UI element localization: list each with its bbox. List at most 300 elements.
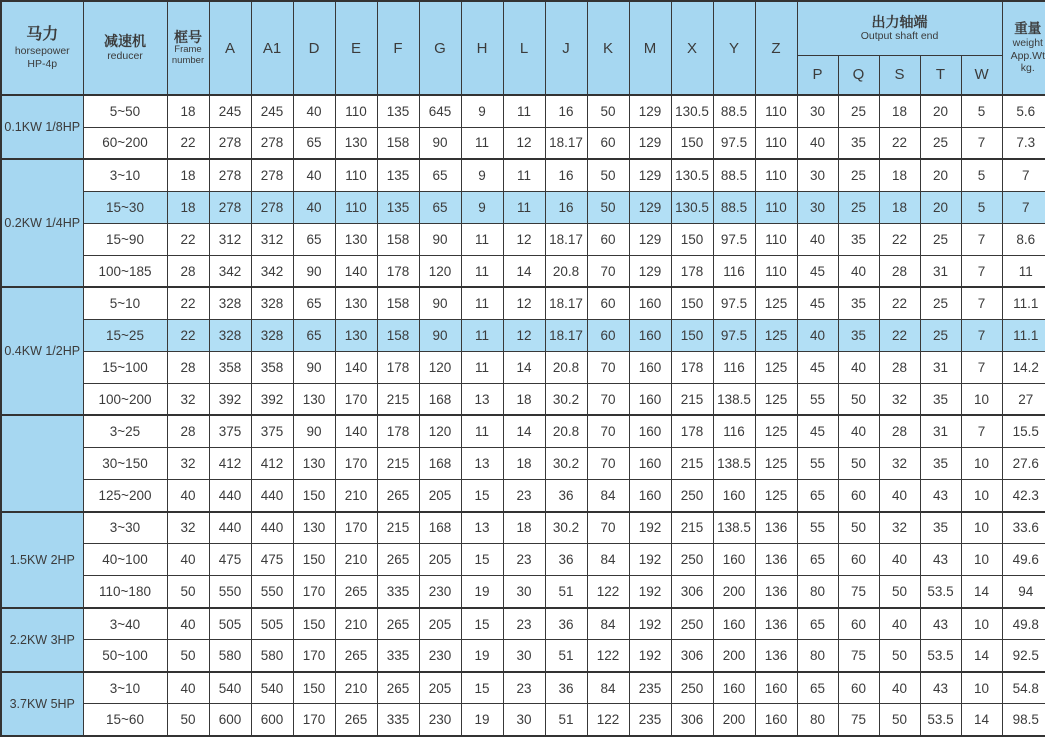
dim-column-header-m: M <box>629 1 671 95</box>
table-cell: 70 <box>587 255 629 287</box>
table-cell: 265 <box>377 672 419 704</box>
table-cell: 170 <box>293 576 335 608</box>
table-cell: 170 <box>335 383 377 415</box>
table-cell: 40 <box>167 544 209 576</box>
table-cell: 116 <box>713 255 755 287</box>
table-cell: 215 <box>671 383 713 415</box>
table-cell: 40 <box>838 415 879 447</box>
table-cell: 22 <box>879 319 920 351</box>
table-cell: 60 <box>838 544 879 576</box>
table-cell: 392 <box>251 383 293 415</box>
table-cell: 160 <box>629 319 671 351</box>
table-cell: 392 <box>209 383 251 415</box>
table-cell: 23 <box>503 672 545 704</box>
table-cell: 20 <box>920 159 961 191</box>
table-cell: 20.8 <box>545 255 587 287</box>
table-cell: 15 <box>461 480 503 512</box>
table-cell: 60 <box>587 319 629 351</box>
table-cell: 25 <box>838 159 879 191</box>
reducer-ratio-cell: 3~10 <box>83 672 167 704</box>
table-cell: 215 <box>377 383 419 415</box>
table-cell: 7 <box>1002 191 1045 223</box>
table-cell: 440 <box>209 512 251 544</box>
table-cell: 265 <box>335 576 377 608</box>
frame-header-en2: number <box>171 55 205 67</box>
table-cell: 40 <box>797 223 838 255</box>
table-cell: 18 <box>503 448 545 480</box>
power-header-en1: horsepower <box>14 45 70 58</box>
table-cell: 600 <box>251 704 293 736</box>
table-cell: 97.5 <box>713 127 755 159</box>
table-cell: 65 <box>293 287 335 319</box>
table-cell: 7 <box>961 255 1002 287</box>
table-cell: 170 <box>293 704 335 736</box>
table-cell: 135 <box>377 191 419 223</box>
table-cell: 129 <box>629 255 671 287</box>
table-cell: 150 <box>293 672 335 704</box>
table-cell: 116 <box>713 415 755 447</box>
table-cell: 50 <box>167 704 209 736</box>
table-cell: 97.5 <box>713 287 755 319</box>
table-cell: 13 <box>461 512 503 544</box>
table-cell: 122 <box>587 640 629 672</box>
dim-column-header-h: H <box>461 1 503 95</box>
table-cell: 60 <box>587 127 629 159</box>
table-cell: 30 <box>503 704 545 736</box>
table-cell: 32 <box>167 383 209 415</box>
table-cell: 580 <box>251 640 293 672</box>
table-cell: 245 <box>251 95 293 127</box>
table-cell: 65 <box>419 159 461 191</box>
table-cell: 11 <box>461 319 503 351</box>
table-cell: 49.6 <box>1002 544 1045 576</box>
shaft-group-header <box>797 1 1002 55</box>
table-row <box>1 223 1045 255</box>
table-cell: 30 <box>503 576 545 608</box>
shaft-column-header-w: W <box>961 55 1002 95</box>
table-row <box>1 159 1045 191</box>
table-cell: 53.5 <box>920 576 961 608</box>
table-cell: 28 <box>879 415 920 447</box>
table-row <box>1 351 1045 383</box>
table-cell: 178 <box>671 415 713 447</box>
table-cell: 35 <box>838 287 879 319</box>
table-cell: 192 <box>629 576 671 608</box>
header-row-main <box>1 1 1045 55</box>
table-body <box>1 95 1045 736</box>
table-cell: 19 <box>461 640 503 672</box>
table-cell: 13 <box>461 383 503 415</box>
table-cell: 125 <box>755 383 797 415</box>
table-cell: 84 <box>587 544 629 576</box>
table-cell: 265 <box>377 544 419 576</box>
frame-column-header <box>167 1 209 95</box>
table-cell: 80 <box>797 704 838 736</box>
table-cell: 43 <box>920 544 961 576</box>
table-cell: 178 <box>671 351 713 383</box>
table-cell: 11 <box>461 351 503 383</box>
table-cell: 205 <box>419 544 461 576</box>
table-cell: 160 <box>629 287 671 319</box>
table-cell: 5 <box>961 159 1002 191</box>
table-cell: 12 <box>503 223 545 255</box>
table-cell: 25 <box>838 191 879 223</box>
table-cell: 43 <box>920 672 961 704</box>
table-cell: 65 <box>797 480 838 512</box>
table-cell: 505 <box>209 608 251 640</box>
table-cell: 27.6 <box>1002 448 1045 480</box>
table-cell: 35 <box>838 319 879 351</box>
table-cell: 80 <box>797 640 838 672</box>
table-cell: 45 <box>797 415 838 447</box>
table-cell: 200 <box>713 704 755 736</box>
table-cell: 278 <box>251 127 293 159</box>
table-cell: 110 <box>755 159 797 191</box>
table-cell: 43 <box>920 480 961 512</box>
table-cell: 18 <box>879 191 920 223</box>
table-cell: 110 <box>335 95 377 127</box>
table-cell: 11 <box>1002 255 1045 287</box>
table-cell: 22 <box>167 287 209 319</box>
table-cell: 11.1 <box>1002 319 1045 351</box>
table-cell: 9 <box>461 95 503 127</box>
table-cell: 20 <box>920 95 961 127</box>
table-cell: 7 <box>1002 159 1045 191</box>
table-cell: 150 <box>671 287 713 319</box>
table-cell: 150 <box>293 608 335 640</box>
table-cell: 265 <box>335 704 377 736</box>
table-cell: 23 <box>503 608 545 640</box>
shaft-column-header-t: T <box>920 55 961 95</box>
table-cell: 65 <box>797 672 838 704</box>
power-header-zh: 马力 <box>26 26 59 44</box>
table-cell: 65 <box>797 544 838 576</box>
table-cell: 168 <box>419 448 461 480</box>
power-group-label: 0.1KW 1/8HP <box>1 95 83 159</box>
table-cell: 11 <box>503 191 545 223</box>
table-cell: 230 <box>419 640 461 672</box>
table-cell: 335 <box>377 576 419 608</box>
table-cell: 140 <box>335 255 377 287</box>
reducer-ratio-cell: 3~30 <box>83 512 167 544</box>
table-cell: 42.3 <box>1002 480 1045 512</box>
table-cell: 138.5 <box>713 512 755 544</box>
table-cell: 28 <box>879 255 920 287</box>
weight-column-header <box>1002 1 1045 95</box>
table-cell: 50 <box>838 448 879 480</box>
table-cell: 600 <box>209 704 251 736</box>
table-cell: 22 <box>879 223 920 255</box>
table-cell: 215 <box>671 512 713 544</box>
table-cell: 45 <box>797 351 838 383</box>
table-row <box>1 512 1045 544</box>
table-cell: 18.17 <box>545 287 587 319</box>
table-cell: 35 <box>920 448 961 480</box>
table-cell: 18 <box>879 159 920 191</box>
weight-header-en1: weight <box>1012 37 1043 50</box>
table-cell: 32 <box>167 448 209 480</box>
weight-header-en2: App.Wt <box>1010 49 1045 62</box>
table-cell: 70 <box>587 415 629 447</box>
table-cell: 40 <box>879 608 920 640</box>
reducer-ratio-cell: 15~90 <box>83 223 167 255</box>
table-cell: 130 <box>293 448 335 480</box>
reducer-ratio-cell: 125~200 <box>83 480 167 512</box>
table-cell: 150 <box>671 223 713 255</box>
table-cell: 200 <box>713 640 755 672</box>
table-cell: 136 <box>755 512 797 544</box>
dim-column-header-k: K <box>587 1 629 95</box>
table-cell: 40 <box>879 480 920 512</box>
table-row <box>1 704 1045 736</box>
table-cell: 11 <box>503 159 545 191</box>
table-cell: 160 <box>713 480 755 512</box>
table-cell: 160 <box>629 415 671 447</box>
table-cell: 14 <box>503 351 545 383</box>
table-cell: 11 <box>461 287 503 319</box>
shaft-column-header-s: S <box>879 55 920 95</box>
table-row <box>1 255 1045 287</box>
table-cell: 110 <box>755 255 797 287</box>
table-cell: 10 <box>961 383 1002 415</box>
table-cell: 70 <box>587 351 629 383</box>
table-cell: 192 <box>629 608 671 640</box>
dim-column-header-g: G <box>419 1 461 95</box>
table-cell: 31 <box>920 351 961 383</box>
table-cell: 35 <box>838 223 879 255</box>
table-cell: 15 <box>461 544 503 576</box>
table-row <box>1 287 1045 319</box>
reducer-ratio-cell: 15~60 <box>83 704 167 736</box>
table-cell: 50 <box>167 640 209 672</box>
table-cell: 170 <box>335 448 377 480</box>
table-cell: 328 <box>209 287 251 319</box>
table-cell: 205 <box>419 672 461 704</box>
table-cell: 43 <box>920 608 961 640</box>
table-cell: 32 <box>879 383 920 415</box>
table-cell: 192 <box>629 640 671 672</box>
table-cell: 122 <box>587 704 629 736</box>
table-cell: 178 <box>377 415 419 447</box>
table-cell: 160 <box>629 480 671 512</box>
dim-column-header-y: Y <box>713 1 755 95</box>
table-cell: 235 <box>629 704 671 736</box>
table-cell: 125 <box>755 415 797 447</box>
table-cell: 18 <box>503 383 545 415</box>
table-cell: 36 <box>545 544 587 576</box>
table-cell: 30 <box>503 640 545 672</box>
table-cell: 645 <box>419 95 461 127</box>
table-cell: 136 <box>755 576 797 608</box>
dim-column-header-d: D <box>293 1 335 95</box>
table-cell: 158 <box>377 127 419 159</box>
table-cell: 16 <box>545 159 587 191</box>
table-cell: 328 <box>251 319 293 351</box>
table-row <box>1 127 1045 159</box>
table-cell: 130 <box>335 287 377 319</box>
table-cell: 328 <box>209 319 251 351</box>
table-cell: 98.5 <box>1002 704 1045 736</box>
table-cell: 10 <box>961 480 1002 512</box>
table-cell: 35 <box>838 127 879 159</box>
table-cell: 30 <box>797 191 838 223</box>
table-cell: 7 <box>961 127 1002 159</box>
table-cell: 11.1 <box>1002 287 1045 319</box>
table-cell: 412 <box>209 448 251 480</box>
table-cell: 130.5 <box>671 191 713 223</box>
table-cell: 16 <box>545 95 587 127</box>
table-cell: 40 <box>797 319 838 351</box>
table-cell: 12 <box>503 287 545 319</box>
table-cell: 40 <box>167 480 209 512</box>
table-cell: 5.6 <box>1002 95 1045 127</box>
shaft-column-header-q: Q <box>838 55 879 95</box>
table-cell: 65 <box>293 319 335 351</box>
table-cell: 278 <box>209 127 251 159</box>
dim-column-header-f: F <box>377 1 419 95</box>
table-cell: 265 <box>377 608 419 640</box>
table-cell: 230 <box>419 704 461 736</box>
table-cell: 16 <box>545 191 587 223</box>
table-cell: 32 <box>167 512 209 544</box>
reducer-ratio-cell: 40~100 <box>83 544 167 576</box>
table-cell: 90 <box>293 415 335 447</box>
table-cell: 14 <box>961 640 1002 672</box>
table-cell: 19 <box>461 704 503 736</box>
dim-column-header-a: A <box>209 1 251 95</box>
table-cell: 40 <box>797 127 838 159</box>
dim-column-header-x: X <box>671 1 713 95</box>
table-row <box>1 480 1045 512</box>
table-cell: 25 <box>920 319 961 351</box>
table-cell: 25 <box>920 287 961 319</box>
dim-column-header-l: L <box>503 1 545 95</box>
table-cell: 11 <box>503 95 545 127</box>
table-cell: 30 <box>797 159 838 191</box>
table-cell: 200 <box>713 576 755 608</box>
table-cell: 18 <box>503 512 545 544</box>
table-row <box>1 95 1045 127</box>
table-cell: 5 <box>961 191 1002 223</box>
table-cell: 35 <box>920 383 961 415</box>
table-cell: 13 <box>461 448 503 480</box>
table-cell: 125 <box>755 351 797 383</box>
table-cell: 88.5 <box>713 159 755 191</box>
table-cell: 11 <box>461 415 503 447</box>
table-cell: 36 <box>545 672 587 704</box>
table-cell: 335 <box>377 640 419 672</box>
table-cell: 54.8 <box>1002 672 1045 704</box>
table-cell: 90 <box>419 287 461 319</box>
table-cell: 45 <box>797 255 838 287</box>
table-cell: 110 <box>335 159 377 191</box>
reducer-ratio-cell: 3~25 <box>83 415 167 447</box>
table-cell: 205 <box>419 480 461 512</box>
table-cell: 25 <box>920 127 961 159</box>
table-cell: 475 <box>251 544 293 576</box>
table-cell: 215 <box>377 448 419 480</box>
table-cell: 215 <box>671 448 713 480</box>
table-cell: 250 <box>671 672 713 704</box>
table-cell: 25 <box>838 95 879 127</box>
table-cell: 158 <box>377 319 419 351</box>
table-cell: 40 <box>838 351 879 383</box>
weight-header-zh: 重量 <box>1014 21 1042 37</box>
table-cell: 7 <box>961 351 1002 383</box>
table-cell: 22 <box>167 319 209 351</box>
table-cell: 40 <box>293 191 335 223</box>
table-cell: 150 <box>293 544 335 576</box>
table-cell: 116 <box>713 351 755 383</box>
table-cell: 92.5 <box>1002 640 1045 672</box>
table-cell: 14 <box>961 704 1002 736</box>
table-cell: 540 <box>251 672 293 704</box>
table-cell: 205 <box>419 608 461 640</box>
power-header-en2: HP-4p <box>27 58 58 70</box>
shaft-column-header-p: P <box>797 55 838 95</box>
table-cell: 158 <box>377 287 419 319</box>
table-cell: 125 <box>755 448 797 480</box>
table-cell: 110 <box>755 223 797 255</box>
table-cell: 18.17 <box>545 223 587 255</box>
frame-header-zh: 框号 <box>174 28 202 45</box>
table-cell: 50 <box>879 576 920 608</box>
table-cell: 75 <box>838 640 879 672</box>
table-cell: 250 <box>671 544 713 576</box>
table-cell: 8.6 <box>1002 223 1045 255</box>
table-cell: 25 <box>920 223 961 255</box>
reducer-ratio-cell: 100~185 <box>83 255 167 287</box>
table-cell: 36 <box>545 608 587 640</box>
table-cell: 80 <box>797 576 838 608</box>
reducer-ratio-cell: 5~10 <box>83 287 167 319</box>
table-cell: 65 <box>419 191 461 223</box>
table-cell: 160 <box>713 608 755 640</box>
table-cell: 30.2 <box>545 512 587 544</box>
table-cell: 210 <box>335 480 377 512</box>
table-cell: 40 <box>879 672 920 704</box>
table-cell: 84 <box>587 480 629 512</box>
table-cell: 75 <box>838 704 879 736</box>
table-cell: 10 <box>961 672 1002 704</box>
table-cell: 129 <box>629 95 671 127</box>
table-cell: 178 <box>671 255 713 287</box>
table-cell: 30 <box>797 95 838 127</box>
table-row <box>1 191 1045 223</box>
table-cell: 14 <box>503 415 545 447</box>
table-cell: 90 <box>419 127 461 159</box>
table-cell: 306 <box>671 576 713 608</box>
dim-column-header-j: J <box>545 1 587 95</box>
table-cell: 265 <box>335 640 377 672</box>
table-cell: 440 <box>251 480 293 512</box>
table-cell: 15.5 <box>1002 415 1045 447</box>
table-cell: 192 <box>629 512 671 544</box>
table-row <box>1 608 1045 640</box>
table-row <box>1 448 1045 480</box>
table-cell: 28 <box>167 255 209 287</box>
table-cell: 140 <box>335 415 377 447</box>
table-cell: 312 <box>251 223 293 255</box>
table-cell: 160 <box>629 448 671 480</box>
table-cell: 250 <box>671 480 713 512</box>
table-cell: 10 <box>961 448 1002 480</box>
table-cell: 140 <box>335 351 377 383</box>
table-cell: 60 <box>587 287 629 319</box>
table-cell: 22 <box>167 127 209 159</box>
table-cell: 18.17 <box>545 127 587 159</box>
table-cell: 50 <box>838 383 879 415</box>
